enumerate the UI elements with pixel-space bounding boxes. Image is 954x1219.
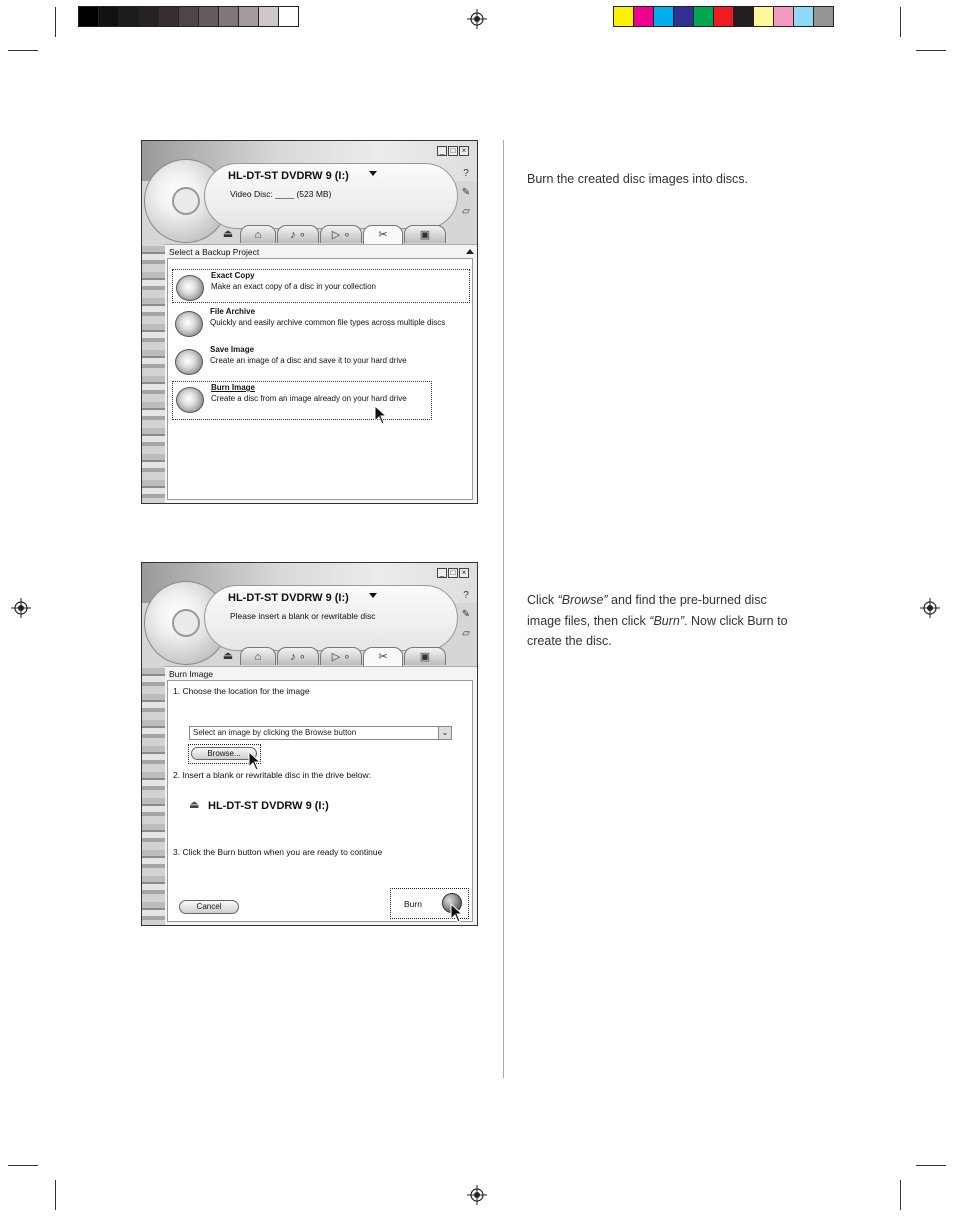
grayscale-swatches [79,6,299,27]
question-icon[interactable]: ? [463,590,469,601]
folder-icon[interactable]: ▱ [462,628,470,639]
tab-backup[interactable] [363,647,403,667]
color-swatch [278,6,299,27]
tab-home[interactable] [240,225,276,243]
chevron-down-icon[interactable]: ⌄ [438,727,451,739]
data-icon: ▷ ∘ [331,229,351,241]
crop-mark [916,1165,946,1166]
project-exact-copy[interactable] [172,269,470,303]
project-description: Quickly and easily archive common file types across multiple discs [210,318,446,327]
color-swatch [158,6,179,27]
project-description: Create an image of a disc and save it to your hard drive [210,356,407,365]
wrench-icon[interactable]: ✎ [461,187,471,198]
color-swatch [138,6,159,27]
archive-icon [175,311,203,337]
music-icon: ♪ ∘ [290,229,306,241]
caption-burn-images: Burn the created disc images into discs. [527,172,748,186]
select-value: Select an image by clicking the Browse button [193,728,357,737]
main-tabs [217,647,460,667]
color-swatch [813,6,834,27]
drive-selector[interactable]: HL-DT-ST DVDRW 9 (I:) [228,592,349,604]
color-swatch [793,6,814,27]
window-controls [437,146,469,156]
home-icon: ⌂ [254,229,262,241]
registration-mark-icon [467,9,487,29]
color-swatch [178,6,199,27]
data-icon: ▷ ∘ [331,651,351,663]
maximize-button[interactable]: □ [448,146,458,156]
column-divider [503,140,504,1078]
minimize-button[interactable]: _ [437,568,447,578]
minimize-button[interactable]: _ [437,146,447,156]
project-title: Save Image [210,345,255,354]
burn-label: Burn [404,899,422,909]
burn-image-icon [176,387,204,413]
cancel-button[interactable]: Cancel [179,900,239,914]
crop-mark [916,50,946,51]
disc-status: Video Disc: ____ (523 MB) [230,189,332,199]
window-controls [437,568,469,578]
project-file-archive[interactable] [172,306,470,340]
content-panel [165,244,477,503]
eject-icon[interactable]: ⏏ [222,650,234,662]
crop-mark [900,7,901,37]
caption-browse-instructions: Click “Browse” and find the pre-burned disc image files, then click “Burn”. Now click Burn to create the disc. [527,593,788,648]
tab-data[interactable] [320,225,362,243]
crop-mark [55,7,56,37]
eject-icon[interactable]: ⏏ [222,228,234,240]
tab-backup[interactable] [363,225,403,245]
color-swatch [78,6,99,27]
save-image-icon [175,349,203,375]
project-burn-image[interactable] [172,381,432,420]
collapse-icon[interactable] [466,249,474,254]
color-swatch [198,6,219,27]
question-icon[interactable]: ? [463,168,469,179]
color-swatch [733,6,754,27]
close-button[interactable]: × [459,568,469,578]
project-title: File Archive [210,307,256,316]
video-icon: ▣ [419,651,431,663]
color-swatch [773,6,794,27]
color-swatch [613,6,634,27]
content-panel [165,666,477,925]
color-swatch [118,6,139,27]
chevron-down-icon[interactable] [369,171,377,176]
burn-image-window [141,562,478,926]
side-decoration [142,246,167,504]
crop-mark [8,50,38,51]
color-swatch [653,6,674,27]
target-drive-label: HL-DT-ST DVDRW 9 (I:) [208,800,329,812]
folder-icon[interactable]: ▱ [462,206,470,217]
tab-music[interactable] [277,647,319,665]
eject-icon: ⏏ [189,799,200,811]
step-3-label: 3. Click the Burn button when you are ready to continue [173,847,383,857]
tab-video[interactable] [404,647,446,665]
panel-title: Burn Image [169,669,213,679]
home-icon: ⌂ [254,651,262,663]
registration-mark-icon [467,1185,487,1205]
tab-home[interactable] [240,647,276,665]
project-title: Burn Image [211,383,256,392]
burn-form [167,680,473,922]
color-swatch [713,6,734,27]
backup-icon: ✂ [378,229,388,241]
mouse-cursor-icon [248,751,262,771]
registration-mark-icon [920,598,940,618]
image-location-select[interactable] [189,726,452,740]
registration-mark-icon [11,598,31,618]
crop-mark [900,1180,901,1210]
maximize-button[interactable]: □ [448,568,458,578]
chevron-down-icon[interactable] [369,593,377,598]
tab-data[interactable] [320,647,362,665]
step-2-label: 2. Insert a blank or rewritable disc in the drive below: [173,770,371,780]
side-decoration [142,668,167,926]
video-icon: ▣ [419,229,431,241]
color-swatch [218,6,239,27]
backup-icon: ✂ [378,651,388,663]
wrench-icon[interactable]: ✎ [461,609,471,620]
panel-title: Select a Backup Project [169,247,260,257]
crop-mark [55,1180,56,1210]
color-swatch [673,6,694,27]
browse-button[interactable]: Browse... [191,747,257,760]
project-description: Create a disc from an image already on your hard drive [211,394,407,403]
color-swatch [238,6,259,27]
main-tabs [217,225,460,245]
color-swatch [98,6,119,27]
project-list [167,258,473,500]
tab-video[interactable] [404,225,446,243]
crop-mark [8,1165,38,1166]
tab-music[interactable] [277,225,319,243]
drive-selector[interactable]: HL-DT-ST DVDRW 9 (I:) [228,170,349,182]
project-title: Exact Copy [211,271,255,280]
color-swatch [693,6,714,27]
backup-project-window [141,140,478,504]
color-swatch [633,6,654,27]
color-swatches [614,6,834,27]
disc-copy-icon [176,275,204,301]
step-1-label: 1. Choose the location for the image [173,686,310,696]
mouse-cursor-icon [374,405,388,425]
music-icon: ♪ ∘ [290,651,306,663]
project-save-image[interactable] [172,344,470,378]
project-description: Make an exact copy of a disc in your collection [211,282,376,291]
color-swatch [753,6,774,27]
close-button[interactable]: × [459,146,469,156]
color-swatch [258,6,279,27]
disc-status: Please insert a blank or rewritable disc [230,611,376,621]
mouse-cursor-icon [450,903,464,923]
